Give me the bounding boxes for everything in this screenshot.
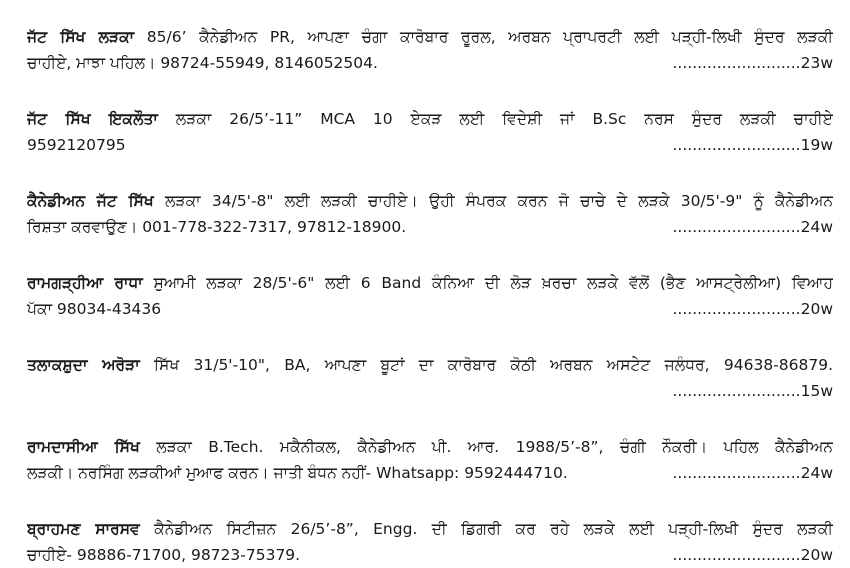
ad-leader-dots: .......................... — [672, 218, 801, 236]
classified-ad-7 — [27, 516, 833, 568]
classified-ad-6 — [27, 434, 833, 486]
ad-code: 15w — [800, 382, 833, 400]
ad-second-line — [27, 296, 833, 322]
ad-second-line — [27, 132, 833, 158]
ad-code: 24w — [800, 218, 833, 236]
ad-first-line — [27, 270, 833, 296]
ad-contact: ਚਾਹੀਏ- 98886-71700, 98723-75379. — [27, 546, 301, 564]
ad-code: 23w — [800, 54, 833, 72]
classified-ad-4 — [27, 270, 833, 322]
ad-heading: ਬ੍ਰਾਹਮਣ ਸਾਰਸਵ — [27, 520, 140, 538]
ad-text: ਲੜਕਾ 26/5’-11” MCA 10 ਏਕੜ ਲਈ ਵਿਦੇਸ਼ੀ ਜਾਂ B.Sc ਨਰਸ ਸੁੰਦਰ ਲੜਕੀ ਚਾਹੀਏ — [157, 110, 833, 128]
ad-leader-dots: .......................... — [672, 54, 801, 72]
ad-text: ਸੁਆਮੀ ਲੜਕਾ 28/5'-6" ਲਈ 6 Band ਕੰਨਿਆ ਦੀ ਲੋੜ ਖ਼ਰਚਾ ਲੜਕੇ ਵੱਲੋਂ (ਭੈਣ ਆਸਟ੍ਰੇਲੀਆ) ਵਿਆਹ — [142, 274, 833, 292]
ad-text: ਲੜਕਾ 34/5'-8" ਲਈ ਲੜਕੀ ਚਾਹੀਏ। ਉਹੀ ਸੰਪਰਕ ਕਰਨ ਜੋ ਚਾਚੇ ਦੇ ਲੜਕੇ 30/5'-9" ਨੂੰ ਕੈਨੇਡੀਅਨ — [153, 192, 833, 210]
classified-ad-2 — [27, 106, 833, 158]
ad-first-line — [27, 24, 833, 50]
ad-code: 20w — [800, 546, 833, 564]
ad-text: ਕੈਨੇਡੀਅਨ ਸਿਟੀਜ਼ਨ 26/5’-8”, Engg. ਦੀ ਡਿਗਰੀ ਕਰ ਰਹੇ ਲੜਕੇ ਲਈ ਪੜ੍ਹੀ-ਲਿਖੀ ਸੁੰਦਰ ਲੜਕੀ — [139, 520, 833, 538]
ad-leader-dots: .......................... — [672, 136, 801, 154]
ad-contact: 9592120795 — [27, 136, 126, 154]
ad-leader-dots: .......................... — [672, 382, 801, 400]
ad-leader-dots: .......................... — [672, 300, 801, 318]
ad-heading: ਕੈਨੇਡੀਅਨ ਜੱਟ ਸਿੱਖ — [27, 192, 154, 210]
ad-first-line — [27, 106, 833, 132]
ad-second-line — [27, 214, 833, 240]
ad-first-line — [27, 188, 833, 214]
ad-heading: ਰਾਮਦਾਸੀਆ ਸਿੱਖ — [27, 438, 140, 456]
ad-second-line — [27, 542, 833, 568]
ad-contact: ਰਿਸ਼ਤਾ ਕਰਵਾਉਣ। 001-778-322-7317, 97812-18900. — [27, 218, 407, 236]
classified-ad-3 — [27, 188, 833, 240]
ad-code: 19w — [800, 136, 833, 154]
ad-second-line — [27, 460, 833, 486]
ad-second-line — [27, 50, 833, 76]
ad-code: 24w — [800, 464, 833, 482]
ad-text: ਲੜਕਾ B.Tech. ਮਕੈਨੀਕਲ, ਕੈਨੇਡੀਅਨ ਪੀ. ਆਰ. 1988/5’-8”, ਚੰਗੀ ਨੌਕਰੀ। ਪਹਿਲ ਕੈਨੇਡੀਅਨ — [139, 438, 833, 456]
classified-ad-5 — [27, 352, 833, 404]
ad-heading: ਜੱਟ ਸਿੱਖ ਇਕਲੌਤਾ — [27, 110, 158, 128]
ad-heading: ਜੱਟ ਸਿੱਖ ਲੜਕਾ — [27, 28, 135, 46]
ad-text: 85/6’ ਕੈਨੇਡੀਅਨ PR, ਆਪਣਾ ਚੰਗਾ ਕਾਰੋਬਾਰ ਰੂਰਲ, ਅਰਬਨ ਪ੍ਰਾਪਰਟੀ ਲਈ ਪੜ੍ਹੀ-ਲਿਖੀ ਸੁੰਦਰ ਲੜਕੀ — [134, 28, 833, 46]
ad-leader-dots: .......................... — [672, 546, 801, 564]
ad-leader-dots: .......................... — [672, 464, 801, 482]
ad-first-line — [27, 352, 833, 378]
classified-ad-1 — [27, 24, 833, 76]
ad-contact: ਲੜਕੀ। ਨਰਸਿੰਗ ਲੜਕੀਆਂ ਮੁਆਫ ਕਰਨ। ਜਾਤੀ ਬੰਧਨ ਨਹੀਂ- Whatsapp: 9592444710. — [27, 464, 568, 482]
ad-heading: ਰਾਮਗੜ੍ਹੀਆ ਰਾਧਾ — [27, 274, 143, 292]
ad-second-line — [27, 378, 833, 404]
ad-contact: ਪੱਕਾ 98034-43436 — [27, 300, 162, 318]
ad-code: 20w — [800, 300, 833, 318]
ad-text: ਸਿੱਖ 31/5'-10", BA, ਆਪਣਾ ਬੂਟਾਂ ਦਾ ਕਾਰੋਬਾਰ ਕੋਠੀ ਅਰਬਨ ਅਸਟੇਟ ਜਲੰਧਰ, 94638-86879. — [139, 356, 833, 374]
ad-first-line — [27, 434, 833, 460]
classifieds-column — [27, 24, 833, 568]
ad-heading: ਤਲਾਕਸ਼ੁਦਾ ਅਰੋੜਾ — [27, 356, 140, 374]
ad-contact: ਚਾਹੀਏ, ਮਾਝਾ ਪਹਿਲ। 98724-55949, 8146052504. — [27, 54, 378, 72]
ad-first-line — [27, 516, 833, 542]
